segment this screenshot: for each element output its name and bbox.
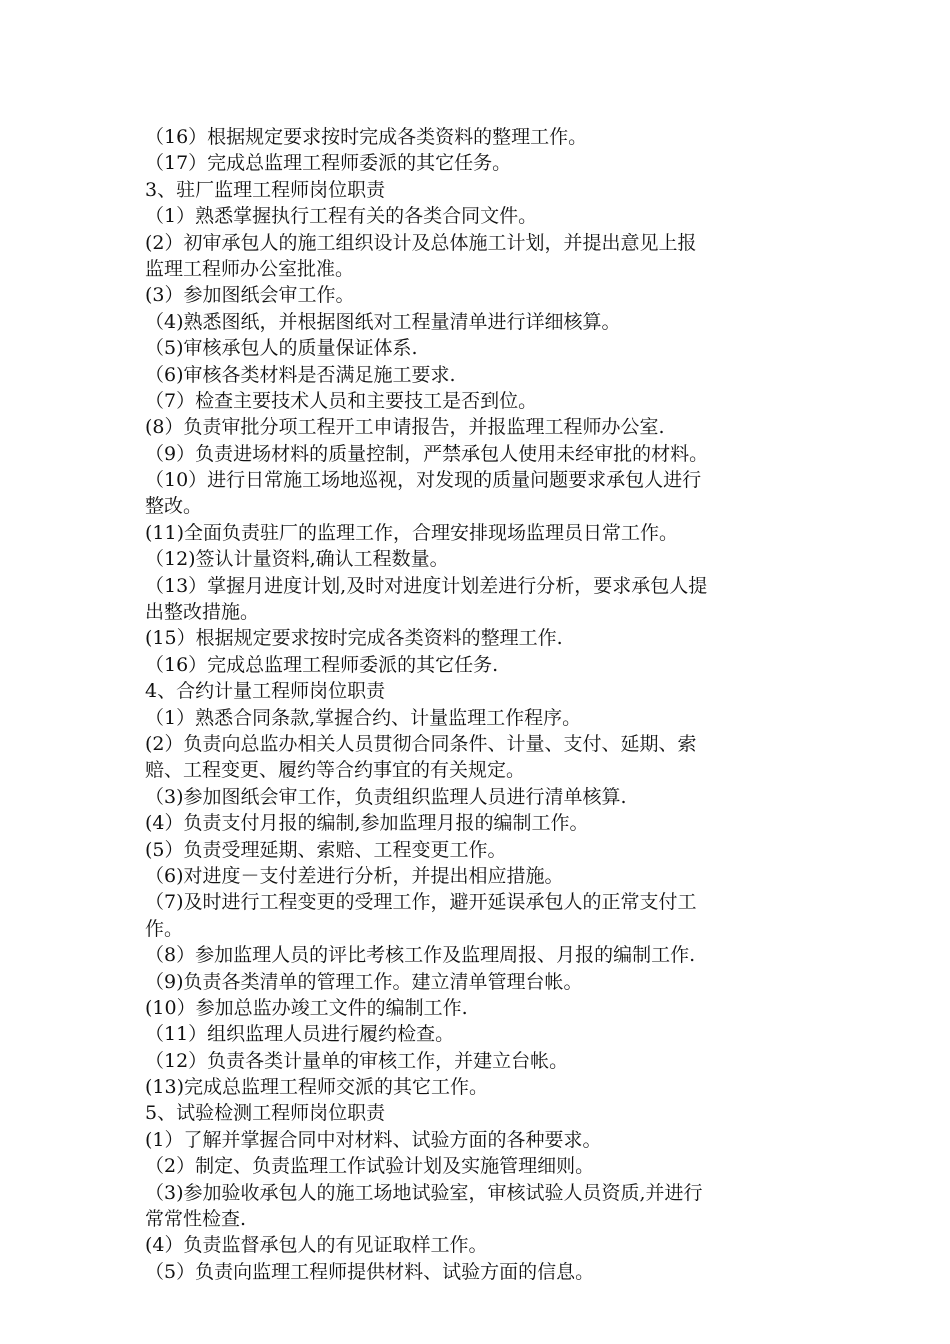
text-line: （11）组织监理人员进行履约检查。 — [145, 1023, 455, 1046]
text-line: （1）熟悉合同条款,掌握合约、计量监理工作程序。 — [145, 706, 582, 729]
text-line: (10）参加总监办竣工文件的编制工作. — [145, 996, 468, 1019]
text-line: （4)熟悉图纸，并根据图纸对工程量清单进行详细核算。 — [145, 310, 621, 333]
text-line: 常常性检查. — [145, 1208, 247, 1231]
text-line: （8）参加监理人员的评比考核工作及监理周报、月报的编制工作. — [145, 944, 696, 967]
text-line: （3)参加验收承包人的施工场地试验室，审核试验人员资质,并进行 — [145, 1181, 703, 1204]
text-line: (1）了解并掌握合同中对材料、试验方面的各种要求。 — [145, 1128, 602, 1151]
section-heading: 3、驻厂监理工程师岗位职责 — [145, 178, 386, 201]
section-heading: 5、试验检测工程师岗位职责 — [145, 1102, 386, 1125]
text-line: （10）进行日常施工场地巡视，对发现的质量问题要求承包人进行 — [145, 469, 702, 492]
text-line: （5）负责向监理工程师提供材料、试验方面的信息。 — [145, 1260, 595, 1283]
text-line: （7）检查主要技术人员和主要技工是否到位。 — [145, 389, 538, 412]
text-line: （9)负责各类清单的管理工作。建立清单管理台帐。 — [145, 970, 583, 993]
text-line: (15）根据规定要求按时完成各类资料的整理工作. — [145, 627, 563, 650]
text-line: 整改。 — [145, 495, 203, 518]
document-page — [145, 124, 820, 1285]
text-line: （1）熟悉掌握执行工程有关的各类合同文件。 — [145, 205, 538, 228]
text-line: (4）负责监督承包人的有见证取样工作。 — [145, 1234, 488, 1257]
text-line: (4）负责支付月报的编制,参加监理月报的编制工作。 — [145, 812, 589, 835]
text-line: （6)对进度－支付差进行分析，并提出相应措施。 — [145, 864, 564, 887]
text-line: （16）根据规定要求按时完成各类资料的整理工作。 — [145, 126, 588, 148]
text-line: 赔、工程变更、履约等合约事宜的有关规定。 — [145, 759, 526, 782]
text-line: （16）完成总监理工程师委派的其它任务. — [145, 653, 499, 676]
text-line: (2）初审承包人的施工组织设计及总体施工计划，并提出意见上报 — [145, 231, 697, 254]
text-line: （13）掌握月进度计划,及时对进度计划差进行分析，要求承包人提 — [145, 574, 708, 597]
text-line: （3)参加图纸会审工作，负责组织监理人员进行清单核算. — [145, 785, 627, 808]
text-line: （12）负责各类计量单的审核工作，并建立台帐。 — [145, 1049, 569, 1072]
text-line: （7)及时进行工程变更的受理工作，避开延误承包人的正常支付工 — [145, 891, 697, 914]
text-line: （5)审核承包人的质量保证体系. — [145, 337, 418, 360]
text-line: （2）制定、负责监理工作试验计划及实施管理细则。 — [145, 1155, 595, 1178]
text-line: (3）参加图纸会审工作。 — [145, 284, 355, 307]
text-line: （12)签认计量资料,确认工程数量。 — [145, 548, 449, 571]
text-line: (8）负责审批分项工程开工申请报告，并报监理工程师办公室. — [145, 416, 665, 439]
text-line: (11)全面负责驻厂的监理工作，合理安排现场监理员日常工作。 — [145, 521, 679, 544]
text-line: (13)完成总监理工程师交派的其它工作。 — [145, 1076, 489, 1099]
text-line: （9）负责进场材料的质量控制，严禁承包人使用未经审批的材料。 — [145, 442, 709, 465]
text-line: （6)审核各类材料是否满足施工要求. — [145, 363, 456, 386]
text-line: (5）负责受理延期、索赔、工程变更工作。 — [145, 838, 507, 861]
text-line: 出整改措施。 — [145, 601, 260, 624]
text-line: 监理工程师办公室批准。 — [145, 257, 355, 280]
text-line: (2）负责向总监办相关人员贯彻合同条件、计量、支付、延期、索 — [145, 732, 697, 755]
section-heading: 4、合约计量工程师岗位职责 — [145, 680, 386, 703]
text-line: （17）完成总监理工程师委派的其它任务。 — [145, 152, 512, 175]
text-line: 作。 — [145, 917, 184, 940]
